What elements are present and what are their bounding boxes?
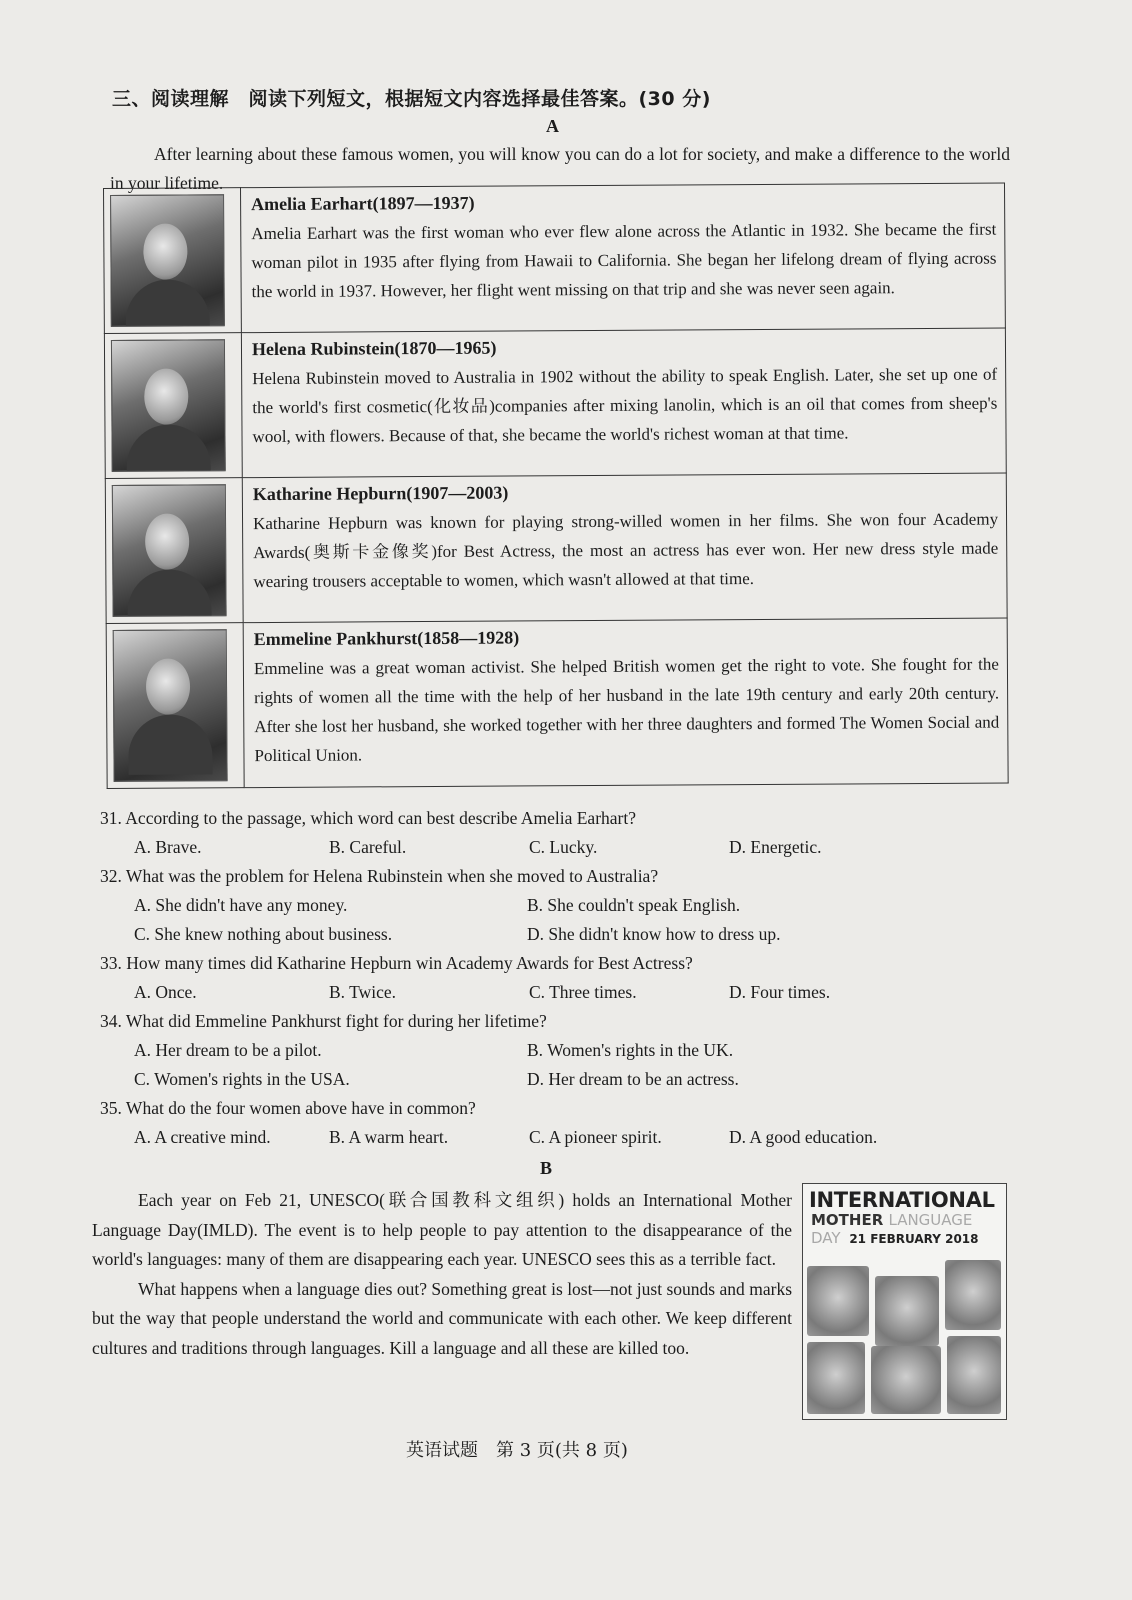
question-35 xyxy=(100,1094,980,1152)
woman-name: Helena Rubinstein(1870—1965) xyxy=(251,337,497,360)
question-stem: 32. What was the problem for Helena Rubinstein when she moved to Australia? xyxy=(100,866,659,886)
woman-bio: Amelia Earhart was the first woman who ever flew alone across the Atlantic in 1932. She became the first woman pilot in 1935 after flying from Hawaii to California. She began her lifelong dream of flying across the world in 1937. However, her flight went missing on that trip and she was never seen again. xyxy=(251,219,997,302)
poster-title-mother: MOTHER xyxy=(811,1211,884,1229)
portrait-amelia-earhart xyxy=(110,194,225,327)
option-c[interactable]: C. A pioneer spirit. xyxy=(529,1127,662,1147)
option-c[interactable]: C. Three times. xyxy=(529,982,637,1002)
portrait-helena-rubinstein xyxy=(111,339,226,472)
option-d[interactable]: D. Energetic. xyxy=(729,837,822,857)
collage-photo xyxy=(807,1266,869,1336)
option-b[interactable]: B. She couldn't speak English. xyxy=(527,895,741,915)
option-a[interactable]: A. Her dream to be a pilot. xyxy=(134,1040,322,1060)
question-34 xyxy=(100,1007,980,1094)
woman-name: Amelia Earhart(1897—1937) xyxy=(251,192,475,215)
collage-photo xyxy=(807,1342,865,1414)
paragraph: What happens when a language dies out? Something great is lost—not just sounds and marks but the way that people understand the world and communicate with each other. We keep different cultures and traditions through languages. Kill a language and all these are killed too. xyxy=(92,1278,792,1358)
paragraph: Each year on Feb 21, UNESCO(联合国教科文组织) holds an International Mother Language Day(IMLD). The event is to help people to pay attention to the disappearance of the world's languages: many of them are disappearing each year. UNESCO sees this as a terrible fact. xyxy=(92,1190,792,1269)
page-footer: 英语试题 第 3 页(共 8 页) xyxy=(406,1440,628,1461)
option-c[interactable]: C. She knew nothing about business. xyxy=(134,924,393,944)
question-stem: 35. What do the four women above have in common? xyxy=(100,1098,476,1118)
option-d[interactable]: D. Her dream to be an actress. xyxy=(527,1069,739,1089)
famous-women-table xyxy=(103,182,1009,788)
table-row xyxy=(104,183,1006,334)
question-32 xyxy=(100,862,980,949)
collage-photo xyxy=(875,1276,939,1346)
option-b[interactable]: B. A warm heart. xyxy=(329,1127,449,1147)
option-b[interactable]: B. Women's rights in the UK. xyxy=(527,1040,734,1060)
poster-title-line1: INTERNATIONAL xyxy=(809,1188,995,1212)
question-33 xyxy=(100,949,980,1007)
option-a[interactable]: A. Brave. xyxy=(134,837,202,857)
option-d[interactable]: D. Four times. xyxy=(729,982,831,1002)
imld-poster xyxy=(802,1183,1007,1420)
poster-date: 21 FEBRUARY 2018 xyxy=(849,1232,979,1246)
question-stem: 31. According to the passage, which word can best describe Amelia Earhart? xyxy=(100,808,636,828)
woman-bio: Katharine Hepburn was known for playing strong-willed women in her films. She won four Academy Awards(奥斯卡金像奖)for Best Actress, the most an actress has ever won. Her new dress style made wearing trousers acceptable to women, which wasn't allowed at that time. xyxy=(252,509,999,592)
question-list xyxy=(100,804,980,1152)
part-b-passage xyxy=(92,1186,792,1363)
woman-bio: Emmeline was a great woman activist. She helped British women get the right to vote. She fought for the rights of women all the time with the help of her husband in the late 19th century and early 20th century. After she lost her husband, she worked together with her three daughters and formed The Women Social and Political Union. xyxy=(253,654,1000,766)
photo-collage xyxy=(807,1260,1001,1414)
part-a-intro: After learning about these famous women, you will know you can do a lot for society, and make a difference to the world in your lifetime. xyxy=(110,144,1010,193)
table-row xyxy=(104,328,1006,479)
woman-name: Emmeline Pankhurst(1858—1928) xyxy=(253,627,520,650)
part-b-letter: B xyxy=(540,1158,553,1178)
collage-photo xyxy=(871,1346,941,1414)
collage-photo xyxy=(947,1336,1001,1414)
table-row xyxy=(105,473,1007,624)
option-c[interactable]: C. Women's rights in the USA. xyxy=(134,1069,350,1089)
table-row xyxy=(106,618,1008,789)
poster-title-language: LANGUAGE xyxy=(888,1211,973,1229)
woman-name: Katharine Hepburn(1907—2003) xyxy=(252,482,509,505)
woman-bio: Helena Rubinstein moved to Australia in 1902 without the ability to speak English. Later, she set up one of the world's first cosmetic(化妆品)companies after mixing lanolin, which is an oil that comes from sheep's wool, with flowers. Because of that, she became the world's richest woman at that time. xyxy=(252,364,998,447)
question-stem: 34. What did Emmeline Pankhurst fight for during her lifetime? xyxy=(100,1011,547,1031)
section-title: 三、阅读理解 阅读下列短文，根据短文内容选择最佳答案。(30 分) xyxy=(112,88,711,110)
option-a[interactable]: A. She didn't have any money. xyxy=(134,895,348,915)
option-a[interactable]: A. A creative mind. xyxy=(134,1127,271,1147)
part-a-letter: A xyxy=(546,116,559,136)
option-c[interactable]: C. Lucky. xyxy=(529,837,598,857)
portrait-katharine-hepburn xyxy=(112,484,227,617)
option-a[interactable]: A. Once. xyxy=(134,982,197,1002)
portrait-emmeline-pankhurst xyxy=(113,629,228,782)
poster-title-day: DAY xyxy=(811,1229,841,1247)
option-d[interactable]: D. She didn't know how to dress up. xyxy=(527,924,781,944)
question-stem: 33. How many times did Katharine Hepburn win Academy Awards for Best Actress? xyxy=(100,953,693,973)
option-b[interactable]: B. Twice. xyxy=(329,982,396,1002)
option-d[interactable]: D. A good education. xyxy=(729,1127,878,1147)
question-31 xyxy=(100,804,980,862)
collage-photo xyxy=(945,1260,1001,1330)
option-b[interactable]: B. Careful. xyxy=(329,837,407,857)
